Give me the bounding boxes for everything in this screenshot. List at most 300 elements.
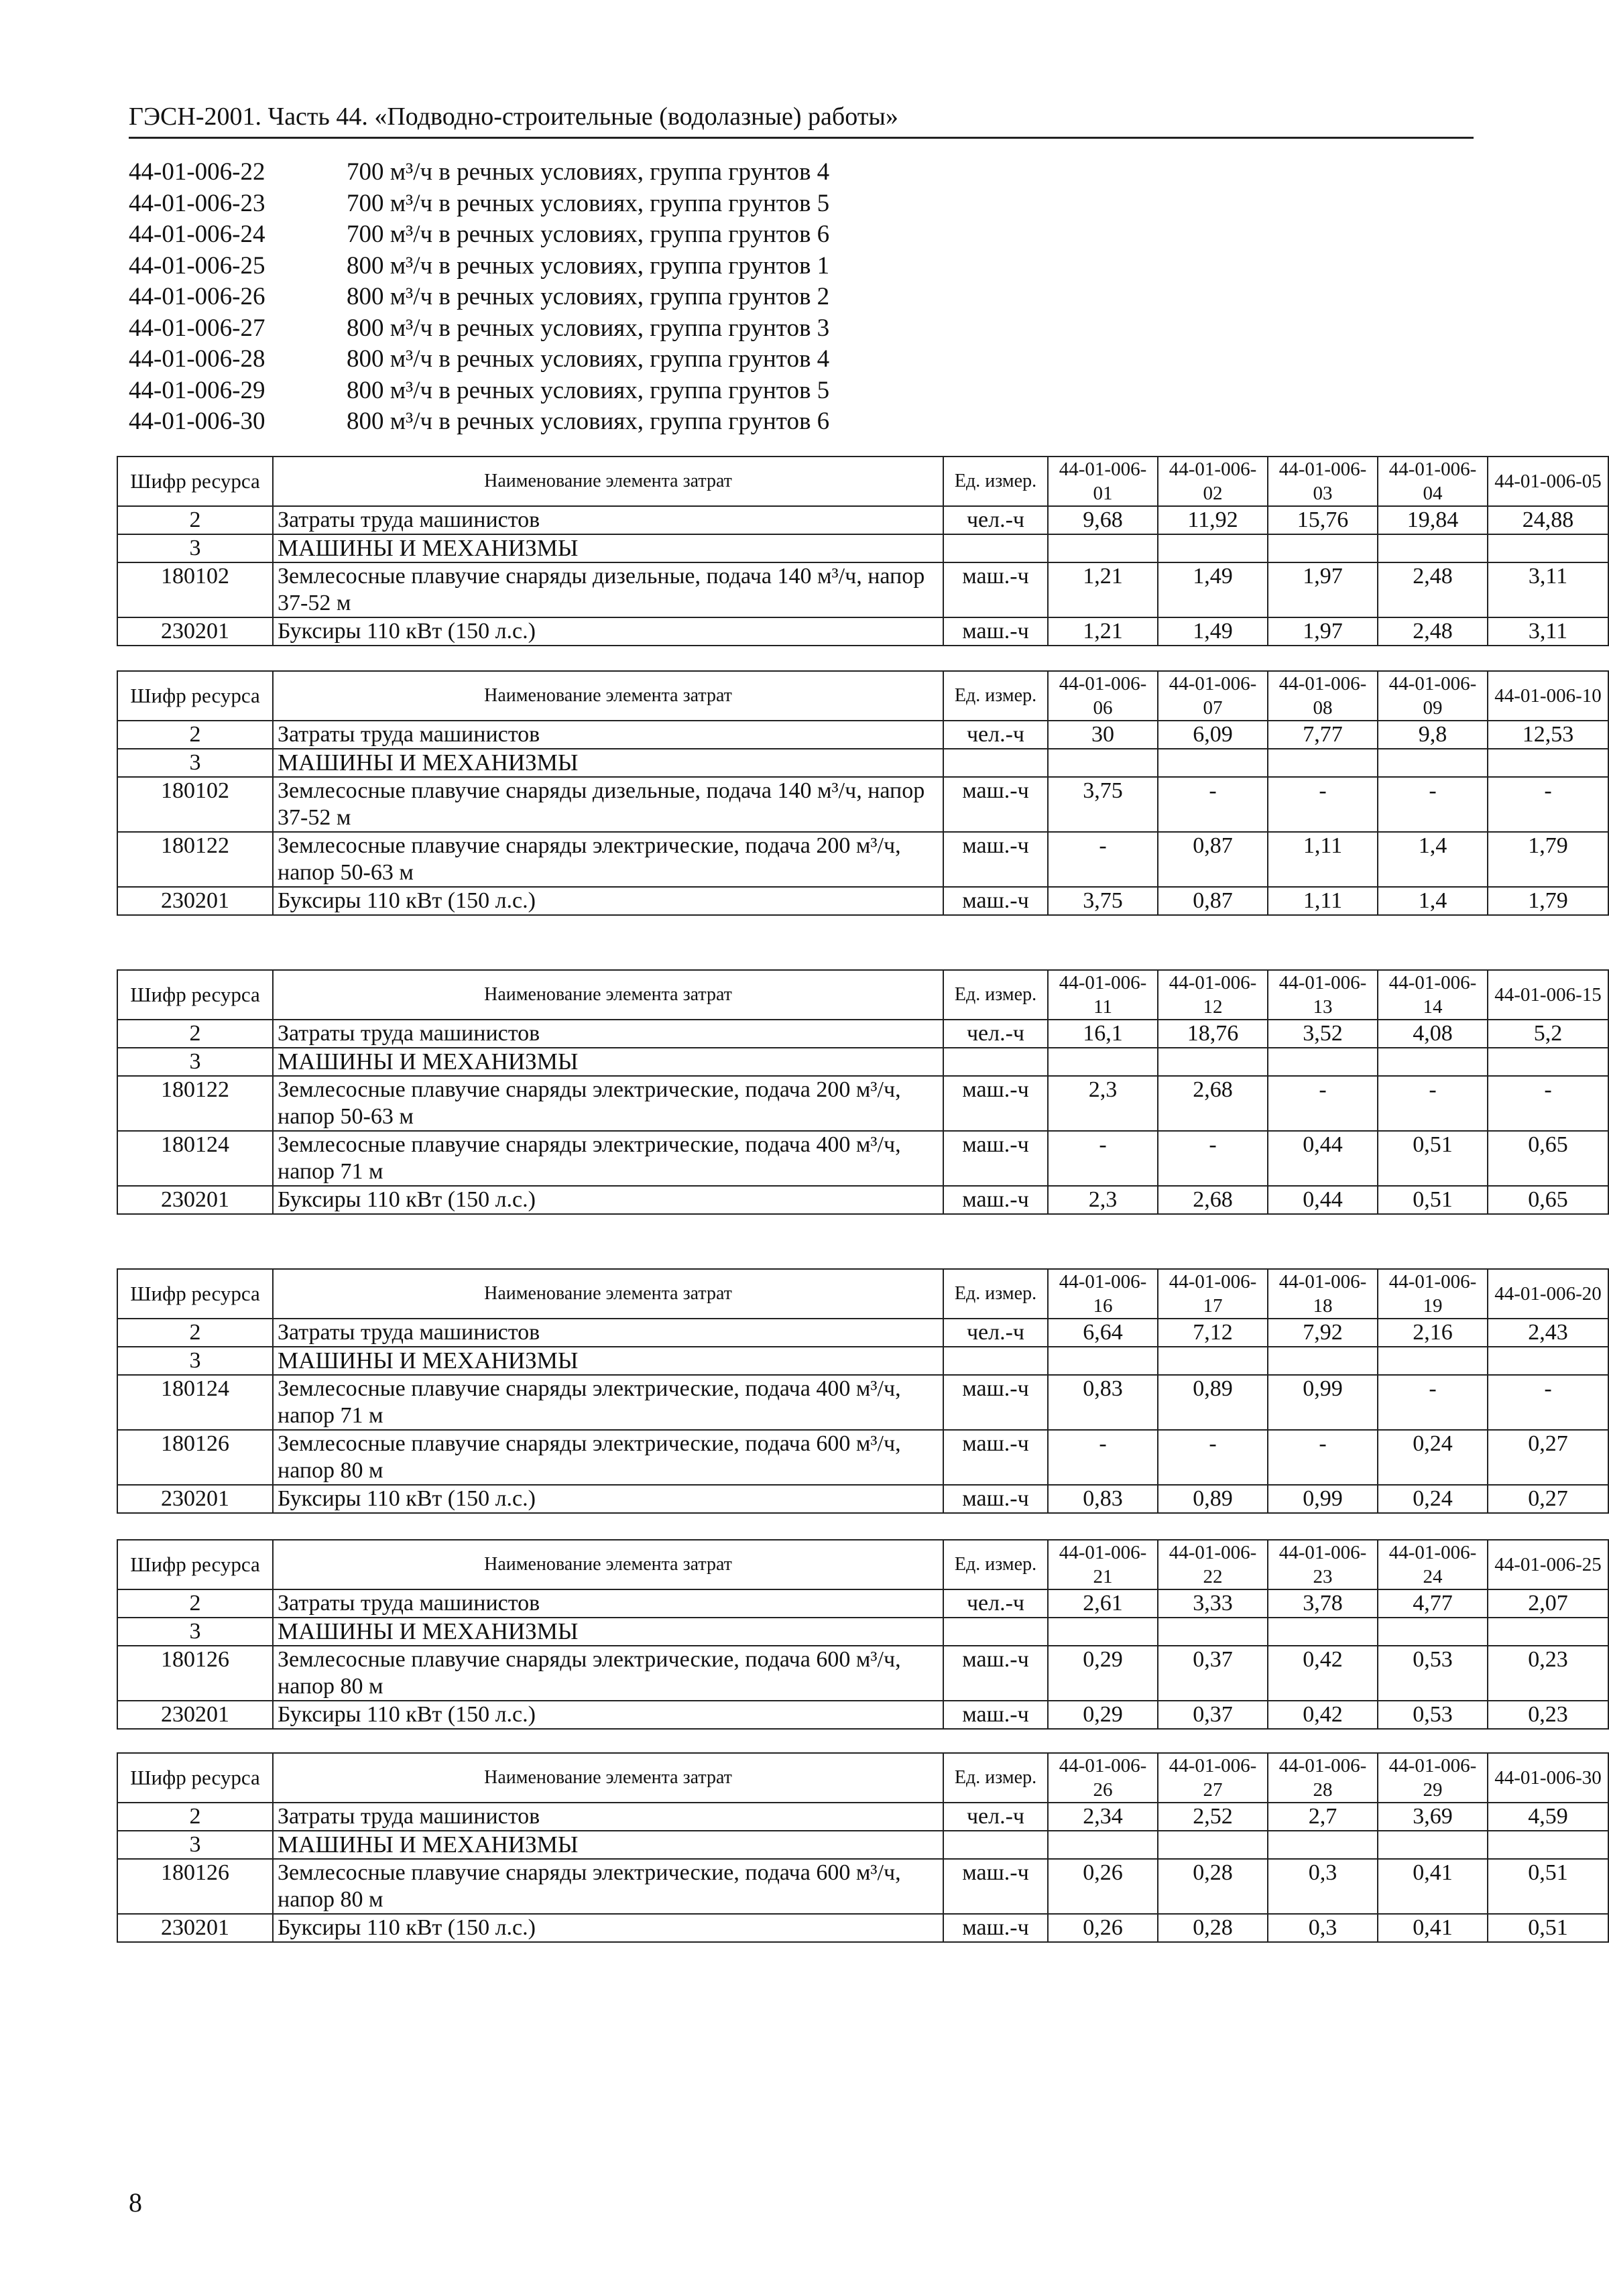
value-cell: 3,75 (1048, 887, 1158, 915)
value-cell: 7,77 (1268, 721, 1378, 749)
norm-description: 800 м³/ч в речных условиях, группа грунтов 6 (347, 408, 830, 435)
header-cost-element: Наименование элемента затрат (273, 1540, 943, 1589)
table-row (117, 1319, 1608, 1347)
value-cell: 0,44 (1268, 1186, 1378, 1214)
value-cell: 0,42 (1268, 1701, 1378, 1729)
header-resource-code: Шифр ресурса (117, 1753, 273, 1803)
value-cell (1048, 534, 1158, 562)
norm-description: 800 м³/ч в речных условиях, группа грунтов 3 (347, 314, 830, 342)
value-cell: 0,37 (1158, 1701, 1268, 1729)
value-cell: - (1048, 1430, 1158, 1485)
category-row (117, 749, 1608, 777)
value-cell: 9,68 (1048, 506, 1158, 534)
norm-code: 44-01-006-24 (129, 221, 265, 248)
value-cell: 1,49 (1158, 562, 1268, 617)
header-resource-code: Шифр ресурса (117, 457, 273, 506)
value-cell: 11,92 (1158, 506, 1268, 534)
value-cell (1158, 534, 1268, 562)
value-cell (1378, 534, 1488, 562)
value-cell: 1,79 (1488, 832, 1608, 887)
header-norm-code: 44-01-006-30 (1488, 1753, 1608, 1803)
value-cell (1268, 1347, 1378, 1375)
value-cell: - (1488, 1375, 1608, 1430)
value-cell: 0,37 (1158, 1646, 1268, 1701)
header-cost-element: Наименование элемента затрат (273, 1753, 943, 1803)
value-cell: 3,33 (1158, 1589, 1268, 1618)
value-cell: - (1488, 777, 1608, 832)
value-cell: 0,83 (1048, 1375, 1158, 1430)
unit-cell: чел.-ч (943, 721, 1048, 749)
header-unit: Ед. измер. (943, 1269, 1048, 1319)
category-row (117, 1618, 1608, 1646)
cost-element-name: Землесосные плавучие снаряды электрические, подача 400 м³/ч, напор 71 м (273, 1375, 943, 1430)
code-row (129, 282, 1067, 313)
unit-cell: маш.-ч (943, 617, 1048, 646)
header-cost-element: Наименование элемента затрат (273, 671, 943, 721)
value-cell (1488, 749, 1608, 777)
unit-cell: маш.-ч (943, 1701, 1048, 1729)
value-cell: 3,78 (1268, 1589, 1378, 1618)
resource-code: 180102 (117, 562, 273, 617)
header-norm-code: 44-01-006-28 (1268, 1753, 1378, 1803)
cost-element-name: Буксиры 110 кВт (150 л.с.) (273, 1186, 943, 1214)
cost-element-name: Землесосные плавучие снаряды электрические, подача 600 м³/ч, напор 80 м (273, 1430, 943, 1485)
table-row (117, 1646, 1608, 1701)
code-row (129, 188, 1067, 220)
value-cell: 0,23 (1488, 1701, 1608, 1729)
norm-table (117, 1539, 1609, 1730)
norm-description: 800 м³/ч в речных условиях, группа грунтов 5 (347, 376, 830, 404)
code-row (129, 251, 1067, 282)
value-cell (1158, 1347, 1268, 1375)
value-cell: 0,89 (1158, 1375, 1268, 1430)
cost-element-name: Землесосные плавучие снаряды дизельные, подача 140 м³/ч, напор 37-52 м (273, 777, 943, 832)
resource-code: 2 (117, 1589, 273, 1618)
header-norm-code: 44-01-006-22 (1158, 1540, 1268, 1589)
unit-cell: маш.-ч (943, 777, 1048, 832)
unit-cell: маш.-ч (943, 1914, 1048, 1942)
value-cell (1268, 1048, 1378, 1076)
unit-cell: чел.-ч (943, 1589, 1048, 1618)
value-cell: 0,89 (1158, 1485, 1268, 1513)
value-cell: 0,99 (1268, 1485, 1378, 1513)
norm-table (117, 1752, 1609, 1943)
unit-cell: маш.-ч (943, 832, 1048, 887)
value-cell: 0,65 (1488, 1131, 1608, 1186)
value-cell: 3,69 (1378, 1803, 1488, 1831)
table-row (117, 777, 1608, 832)
header-norm-code: 44-01-006-05 (1488, 457, 1608, 506)
table-row (117, 1701, 1608, 1729)
resource-code: 180102 (117, 777, 273, 832)
table-row (117, 1803, 1608, 1831)
cost-element-name: Буксиры 110 кВт (150 л.с.) (273, 887, 943, 915)
value-cell: 0,24 (1378, 1485, 1488, 1513)
value-cell: 2,3 (1048, 1186, 1158, 1214)
value-cell: 6,64 (1048, 1319, 1158, 1347)
value-cell (1048, 1048, 1158, 1076)
category-row (117, 1048, 1608, 1076)
header-norm-code: 44-01-006-15 (1488, 970, 1608, 1020)
value-cell: 0,23 (1488, 1646, 1608, 1701)
value-cell: 0,26 (1048, 1859, 1158, 1914)
value-cell: 3,11 (1488, 562, 1608, 617)
cost-element-name: Затраты труда машинистов (273, 1319, 943, 1347)
resource-code: 3 (117, 749, 273, 777)
value-cell: 1,21 (1048, 617, 1158, 646)
norm-description: 800 м³/ч в речных условиях, группа грунтов 2 (347, 283, 830, 310)
header-cost-element: Наименование элемента затрат (273, 1269, 943, 1319)
header-norm-code: 44-01-006-21 (1048, 1540, 1158, 1589)
table-row (117, 1375, 1608, 1430)
value-cell: 4,77 (1378, 1589, 1488, 1618)
value-cell: 2,43 (1488, 1319, 1608, 1347)
category-row (117, 534, 1608, 562)
value-cell: 2,48 (1378, 562, 1488, 617)
header-unit: Ед. измер. (943, 1753, 1048, 1803)
unit-cell: маш.-ч (943, 1430, 1048, 1485)
cost-element-name: Землесосные плавучие снаряды электрические, подача 600 м³/ч, напор 80 м (273, 1859, 943, 1914)
table-row (117, 1186, 1608, 1214)
resource-code: 230201 (117, 1914, 273, 1942)
category-name: МАШИНЫ И МЕХАНИЗМЫ (273, 1048, 943, 1076)
header-norm-code: 44-01-006-18 (1268, 1269, 1378, 1319)
value-cell: - (1048, 832, 1158, 887)
value-cell: 4,59 (1488, 1803, 1608, 1831)
cost-element-name: Землесосные плавучие снаряды электрические, подача 400 м³/ч, напор 71 м (273, 1131, 943, 1186)
unit-cell (943, 534, 1048, 562)
resource-code: 180126 (117, 1430, 273, 1485)
table-row (117, 1485, 1608, 1513)
norm-code: 44-01-006-22 (129, 158, 265, 186)
unit-cell: маш.-ч (943, 1076, 1048, 1131)
cost-element-name: Землесосные плавучие снаряды дизельные, подача 140 м³/ч, напор 37-52 м (273, 562, 943, 617)
header-norm-code: 44-01-006-16 (1048, 1269, 1158, 1319)
value-cell: 1,97 (1268, 562, 1378, 617)
value-cell (1048, 749, 1158, 777)
table-row (117, 506, 1608, 534)
value-cell: 2,07 (1488, 1589, 1608, 1618)
value-cell (1488, 1347, 1608, 1375)
resource-code: 230201 (117, 617, 273, 646)
table-row (117, 1430, 1608, 1485)
header-norm-code: 44-01-006-26 (1048, 1753, 1158, 1803)
cost-element-name: Затраты труда машинистов (273, 1020, 943, 1048)
category-name: МАШИНЫ И МЕХАНИЗМЫ (273, 749, 943, 777)
cost-element-name: Землесосные плавучие снаряды электрические, подача 200 м³/ч, напор 50-63 м (273, 832, 943, 887)
norm-table (117, 456, 1609, 646)
header-norm-code: 44-01-006-09 (1378, 671, 1488, 721)
value-cell: 19,84 (1378, 506, 1488, 534)
value-cell: 1,4 (1378, 832, 1488, 887)
norm-code: 44-01-006-30 (129, 408, 265, 435)
table-header-row (117, 1753, 1608, 1803)
value-cell: 0,87 (1158, 832, 1268, 887)
category-name: МАШИНЫ И МЕХАНИЗМЫ (273, 534, 943, 562)
unit-cell: маш.-ч (943, 1859, 1048, 1914)
resource-code: 2 (117, 721, 273, 749)
page-header: ГЭСН-2001. Часть 44. «Подводно-строительные (водолазные) работы» (129, 99, 1474, 139)
category-name: МАШИНЫ И МЕХАНИЗМЫ (273, 1347, 943, 1375)
value-cell: 0,87 (1158, 887, 1268, 915)
header-resource-code: Шифр ресурса (117, 1269, 273, 1319)
cost-element-name: Затраты труда машинистов (273, 1589, 943, 1618)
value-cell: - (1378, 1076, 1488, 1131)
value-cell: 24,88 (1488, 506, 1608, 534)
value-cell: 1,79 (1488, 887, 1608, 915)
value-cell: 15,76 (1268, 506, 1378, 534)
header-unit: Ед. измер. (943, 457, 1048, 506)
value-cell: 5,2 (1488, 1020, 1608, 1048)
unit-cell: чел.-ч (943, 1319, 1048, 1347)
value-cell: 0,27 (1488, 1485, 1608, 1513)
value-cell: 2,52 (1158, 1803, 1268, 1831)
norm-code: 44-01-006-26 (129, 283, 265, 310)
value-cell: 0,83 (1048, 1485, 1158, 1513)
table-row (117, 1020, 1608, 1048)
table-row (117, 887, 1608, 915)
cost-element-name: Буксиры 110 кВт (150 л.с.) (273, 1701, 943, 1729)
value-cell (1048, 1831, 1158, 1859)
header-norm-code: 44-01-006-29 (1378, 1753, 1488, 1803)
resource-code: 230201 (117, 1485, 273, 1513)
value-cell: 3,75 (1048, 777, 1158, 832)
value-cell: 7,12 (1158, 1319, 1268, 1347)
value-cell: 0,41 (1378, 1914, 1488, 1942)
norm-code: 44-01-006-25 (129, 251, 265, 280)
value-cell: 0,28 (1158, 1859, 1268, 1914)
table-row (117, 832, 1608, 887)
resource-code: 180124 (117, 1131, 273, 1186)
value-cell: 1,11 (1268, 887, 1378, 915)
unit-cell: маш.-ч (943, 887, 1048, 915)
header-norm-code: 44-01-006-27 (1158, 1753, 1268, 1803)
table-header-row (117, 457, 1608, 506)
header-resource-code: Шифр ресурса (117, 1540, 273, 1589)
value-cell: 0,3 (1268, 1859, 1378, 1914)
unit-cell: чел.-ч (943, 1020, 1048, 1048)
unit-cell: маш.-ч (943, 562, 1048, 617)
value-cell: 7,92 (1268, 1319, 1378, 1347)
header-resource-code: Шифр ресурса (117, 671, 273, 721)
unit-cell (943, 1048, 1048, 1076)
header-norm-code: 44-01-006-12 (1158, 970, 1268, 1020)
resource-code: 180122 (117, 1076, 273, 1131)
value-cell (1158, 1048, 1268, 1076)
header-norm-code: 44-01-006-11 (1048, 970, 1158, 1020)
value-cell: - (1158, 1131, 1268, 1186)
value-cell: 2,68 (1158, 1186, 1268, 1214)
value-cell: - (1488, 1076, 1608, 1131)
value-cell: 2,7 (1268, 1803, 1378, 1831)
value-cell (1268, 1831, 1378, 1859)
unit-cell (943, 1618, 1048, 1646)
value-cell (1378, 1831, 1488, 1859)
table-row (117, 721, 1608, 749)
value-cell: 1,4 (1378, 887, 1488, 915)
resource-code: 3 (117, 1618, 273, 1646)
resource-code: 2 (117, 1319, 273, 1347)
code-list (129, 157, 1067, 438)
resource-code: 230201 (117, 1186, 273, 1214)
value-cell (1378, 1618, 1488, 1646)
unit-cell: маш.-ч (943, 1646, 1048, 1701)
resource-code: 180126 (117, 1859, 273, 1914)
value-cell: 0,51 (1488, 1859, 1608, 1914)
unit-cell: маш.-ч (943, 1131, 1048, 1186)
value-cell (1158, 1618, 1268, 1646)
resource-code: 3 (117, 1347, 273, 1375)
value-cell: 1,97 (1268, 617, 1378, 646)
value-cell: 0,65 (1488, 1186, 1608, 1214)
value-cell: 2,68 (1158, 1076, 1268, 1131)
resource-code: 2 (117, 1803, 273, 1831)
value-cell: 0,3 (1268, 1914, 1378, 1942)
page-number: 8 (129, 2187, 142, 2218)
code-row (129, 375, 1067, 407)
value-cell (1488, 1048, 1608, 1076)
header-norm-code: 44-01-006-03 (1268, 457, 1378, 506)
value-cell (1268, 534, 1378, 562)
value-cell: - (1268, 1430, 1378, 1485)
table-row (117, 617, 1608, 646)
header-norm-code: 44-01-006-02 (1158, 457, 1268, 506)
value-cell (1048, 1618, 1158, 1646)
resource-code: 3 (117, 534, 273, 562)
value-cell: 2,48 (1378, 617, 1488, 646)
resource-code: 180124 (117, 1375, 273, 1430)
value-cell (1378, 1347, 1488, 1375)
code-row (129, 313, 1067, 345)
value-cell: 30 (1048, 721, 1158, 749)
norm-description: 800 м³/ч в речных условиях, группа грунтов 1 (347, 251, 830, 280)
value-cell: 18,76 (1158, 1020, 1268, 1048)
header-norm-code: 44-01-006-01 (1048, 457, 1158, 506)
unit-cell: маш.-ч (943, 1375, 1048, 1430)
value-cell: 0,26 (1048, 1914, 1158, 1942)
cost-element-name: Буксиры 110 кВт (150 л.с.) (273, 1914, 943, 1942)
norm-description: 700 м³/ч в речных условиях, группа грунтов 5 (347, 189, 830, 217)
code-row (129, 406, 1067, 438)
cost-element-name: Буксиры 110 кВт (150 л.с.) (273, 617, 943, 646)
category-name: МАШИНЫ И МЕХАНИЗМЫ (273, 1618, 943, 1646)
value-cell: - (1268, 777, 1378, 832)
header-norm-code: 44-01-006-13 (1268, 970, 1378, 1020)
table-row (117, 1589, 1608, 1618)
value-cell (1158, 749, 1268, 777)
unit-cell: чел.-ч (943, 1803, 1048, 1831)
table-header-row (117, 671, 1608, 721)
unit-cell: маш.-ч (943, 1186, 1048, 1214)
resource-code: 2 (117, 506, 273, 534)
value-cell: 0,99 (1268, 1375, 1378, 1430)
category-row (117, 1347, 1608, 1375)
norm-code: 44-01-006-29 (129, 376, 265, 404)
unit-cell (943, 1831, 1048, 1859)
value-cell: 0,24 (1378, 1430, 1488, 1485)
cost-element-name: Землесосные плавучие снаряды электрические, подача 200 м³/ч, напор 50-63 м (273, 1076, 943, 1131)
value-cell (1378, 749, 1488, 777)
norm-code: 44-01-006-23 (129, 189, 265, 217)
header-norm-code: 44-01-006-08 (1268, 671, 1378, 721)
header-norm-code: 44-01-006-19 (1378, 1269, 1488, 1319)
value-cell (1488, 534, 1608, 562)
resource-code: 230201 (117, 1701, 273, 1729)
header-unit: Ед. измер. (943, 970, 1048, 1020)
header-norm-code: 44-01-006-25 (1488, 1540, 1608, 1589)
table-header-row (117, 970, 1608, 1020)
value-cell: 1,49 (1158, 617, 1268, 646)
value-cell: 0,53 (1378, 1701, 1488, 1729)
header-resource-code: Шифр ресурса (117, 970, 273, 1020)
value-cell: - (1268, 1076, 1378, 1131)
cost-element-name: Буксиры 110 кВт (150 л.с.) (273, 1485, 943, 1513)
value-cell: 0,51 (1378, 1131, 1488, 1186)
value-cell: 0,53 (1378, 1646, 1488, 1701)
table-row (117, 1131, 1608, 1186)
value-cell: 2,3 (1048, 1076, 1158, 1131)
value-cell (1268, 749, 1378, 777)
value-cell (1048, 1347, 1158, 1375)
header-norm-code: 44-01-006-06 (1048, 671, 1158, 721)
header-norm-code: 44-01-006-20 (1488, 1269, 1608, 1319)
unit-cell (943, 1347, 1048, 1375)
table-row (117, 562, 1608, 617)
unit-cell (943, 749, 1048, 777)
table-row (117, 1859, 1608, 1914)
norm-description: 800 м³/ч в речных условиях, группа грунтов 4 (347, 345, 830, 373)
header-norm-code: 44-01-006-04 (1378, 457, 1488, 506)
value-cell: 1,11 (1268, 832, 1378, 887)
value-cell: 2,61 (1048, 1589, 1158, 1618)
value-cell: 0,28 (1158, 1914, 1268, 1942)
code-row (129, 219, 1067, 251)
value-cell: 9,8 (1378, 721, 1488, 749)
cost-element-name: Затраты труда машинистов (273, 506, 943, 534)
header-norm-code: 44-01-006-07 (1158, 671, 1268, 721)
value-cell: 0,51 (1378, 1186, 1488, 1214)
value-cell: 0,51 (1488, 1914, 1608, 1942)
value-cell: 16,1 (1048, 1020, 1158, 1048)
value-cell: - (1378, 777, 1488, 832)
resource-code: 180122 (117, 832, 273, 887)
resource-code: 3 (117, 1831, 273, 1859)
value-cell: 4,08 (1378, 1020, 1488, 1048)
value-cell: 0,41 (1378, 1859, 1488, 1914)
header-unit: Ед. измер. (943, 671, 1048, 721)
value-cell (1158, 1831, 1268, 1859)
norm-code: 44-01-006-27 (129, 314, 265, 342)
category-name: МАШИНЫ И МЕХАНИЗМЫ (273, 1831, 943, 1859)
header-norm-code: 44-01-006-23 (1268, 1540, 1378, 1589)
value-cell: 6,09 (1158, 721, 1268, 749)
value-cell: - (1158, 777, 1268, 832)
resource-code: 180126 (117, 1646, 273, 1701)
code-row (129, 157, 1067, 188)
value-cell (1488, 1618, 1608, 1646)
cost-element-name: Затраты труда машинистов (273, 721, 943, 749)
value-cell: 2,16 (1378, 1319, 1488, 1347)
table-row (117, 1914, 1608, 1942)
norm-code: 44-01-006-28 (129, 345, 265, 373)
norm-table (117, 969, 1609, 1215)
resource-code: 230201 (117, 887, 273, 915)
table-row (117, 1076, 1608, 1131)
header-cost-element: Наименование элемента затрат (273, 457, 943, 506)
value-cell: 0,29 (1048, 1701, 1158, 1729)
value-cell: 0,27 (1488, 1430, 1608, 1485)
norm-description: 700 м³/ч в речных условиях, группа грунтов 6 (347, 221, 830, 248)
